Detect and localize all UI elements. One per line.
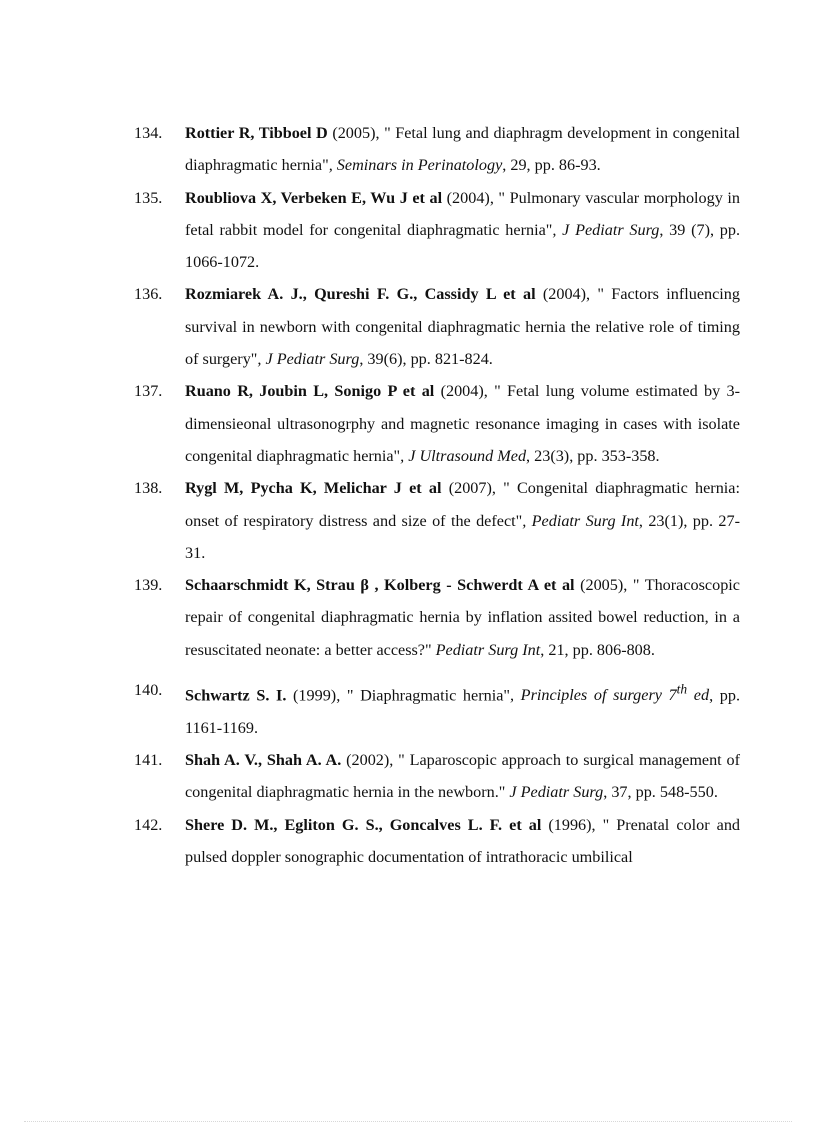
reference-entry <box>134 278 740 375</box>
reference-list <box>134 117 740 873</box>
page-bottom-divider <box>24 1121 792 1122</box>
reference-details: , 39(6), pp. 821-824. <box>359 350 493 369</box>
reference-details: , 23(3), pp. 353-358. <box>526 446 660 465</box>
reference-number: 136. <box>134 285 163 304</box>
reference-authors: Shere D. M., Egliton G. S., Goncalves L. F. et al <box>185 815 542 834</box>
reference-entry <box>134 182 740 279</box>
reference-title: (2004), " Fetal lung volume estimated by 3- dimensieonal ultrasonogrphy and magnetic resonance imaging in cases with isolate congenital diaphragmatic hernia" <box>185 382 741 465</box>
reference-title: (2007), " Congenital diaphragmatic hernia: onset of respiratory distress and size of the defect" <box>185 479 740 530</box>
reference-number: 137. <box>134 382 163 401</box>
reference-authors: Rozmiarek A. J., Qureshi F. G., Cassidy L et al <box>185 285 536 304</box>
reference-text <box>185 382 740 465</box>
reference-number: 138. <box>134 479 163 498</box>
reference-journal: , J Pediatr Surg <box>257 350 360 369</box>
reference-journal <box>510 682 710 705</box>
reference-entry <box>134 809 740 874</box>
reference-number: 134. <box>134 124 163 142</box>
reference-authors: Rottier R, Tibboel D <box>185 124 328 142</box>
reference-journal: , Seminars in Perinatology <box>328 156 503 175</box>
reference-journal: , J Ultrasound Med <box>400 446 527 465</box>
reference-entry <box>134 569 740 666</box>
reference-journal: , J Pediatr Surg <box>552 220 660 239</box>
reference-number: 140. <box>134 681 163 700</box>
reference-details: , 29, pp. 86-93. <box>502 156 601 175</box>
reference-details: , 21, pp. 806-808. <box>540 640 655 659</box>
reference-authors: Schaarschmidt K, Strau β , Kolberg - Schwerdt A et al <box>185 576 575 595</box>
reference-entry <box>134 472 740 569</box>
reference-authors: Ruano R, Joubin L, Sonigo P et al <box>185 382 435 401</box>
reference-text <box>185 682 741 737</box>
reference-title: (2004), " Factors influencing survival in newborn with congenital diaphragmatic hernia the relative role of timing of surgery" <box>185 285 740 369</box>
reference-details: , 37, pp. 548-550. <box>603 783 718 802</box>
reference-text <box>185 189 740 272</box>
reference-number: 141. <box>134 751 163 770</box>
reference-journal: , Pediatr Surg Int <box>522 511 639 530</box>
reference-text <box>185 816 740 866</box>
reference-number: 135. <box>134 188 163 207</box>
reference-details: , pp. 1161-1169. <box>185 686 741 737</box>
reference-authors: Rygl M, Pycha K, Melichar J et al <box>185 479 442 498</box>
reference-authors: Shah A. V., Shah A. A. <box>185 751 342 770</box>
reference-title: (2002), " Laparoscopic approach to surgical management of congenital diaphragmatic hernia in the newborn." <box>185 751 740 802</box>
reference-entry <box>134 674 740 744</box>
reference-text <box>185 479 740 562</box>
reference-details: , 23(1), pp. 27-31. <box>185 511 740 562</box>
reference-journal: J Pediatr Surg <box>505 783 604 802</box>
reference-number: 142. <box>134 815 163 834</box>
reference-title: (2004), " Pulmonary vascular morphology in fetal rabbit model for congenital diaphragmatic hernia" <box>185 188 740 239</box>
reference-text <box>185 751 740 801</box>
reference-title: (2005), " Fetal lung and diaphragm development in congenital diaphragmatic hernia" <box>185 124 740 175</box>
reference-number: 139. <box>134 576 163 595</box>
reference-title: (1996), " Prenatal color and pulsed doppler sonographic documentation of intrathoracic umbilical <box>185 815 741 866</box>
reference-journal: Pediatr Surg Int <box>431 640 541 659</box>
reference-text <box>185 124 740 174</box>
reference-entry <box>134 375 740 472</box>
reference-journal-name: , Principles of surgery 7 <box>510 686 677 705</box>
reference-authors: Schwartz S. I. <box>185 686 287 705</box>
reference-entry <box>134 117 740 182</box>
reference-journal-superscript: th <box>676 682 688 698</box>
reference-authors: Roubliova X, Verbeken E, Wu J et al <box>185 188 443 207</box>
reference-title: (2005), " Thoracoscopic repair of congenital diaphragmatic hernia by inflation assited bowel reduction, in a resuscitated neonate: a better access?" <box>185 576 740 659</box>
reference-title: (1999), " Diaphragmatic hernia" <box>286 686 510 705</box>
reference-text <box>185 285 740 368</box>
reference-details: , 39 (7), pp. 1066-1072. <box>185 220 740 272</box>
reference-text <box>185 576 740 659</box>
reference-journal-edition: ed <box>687 686 710 705</box>
reference-entry <box>134 744 740 809</box>
